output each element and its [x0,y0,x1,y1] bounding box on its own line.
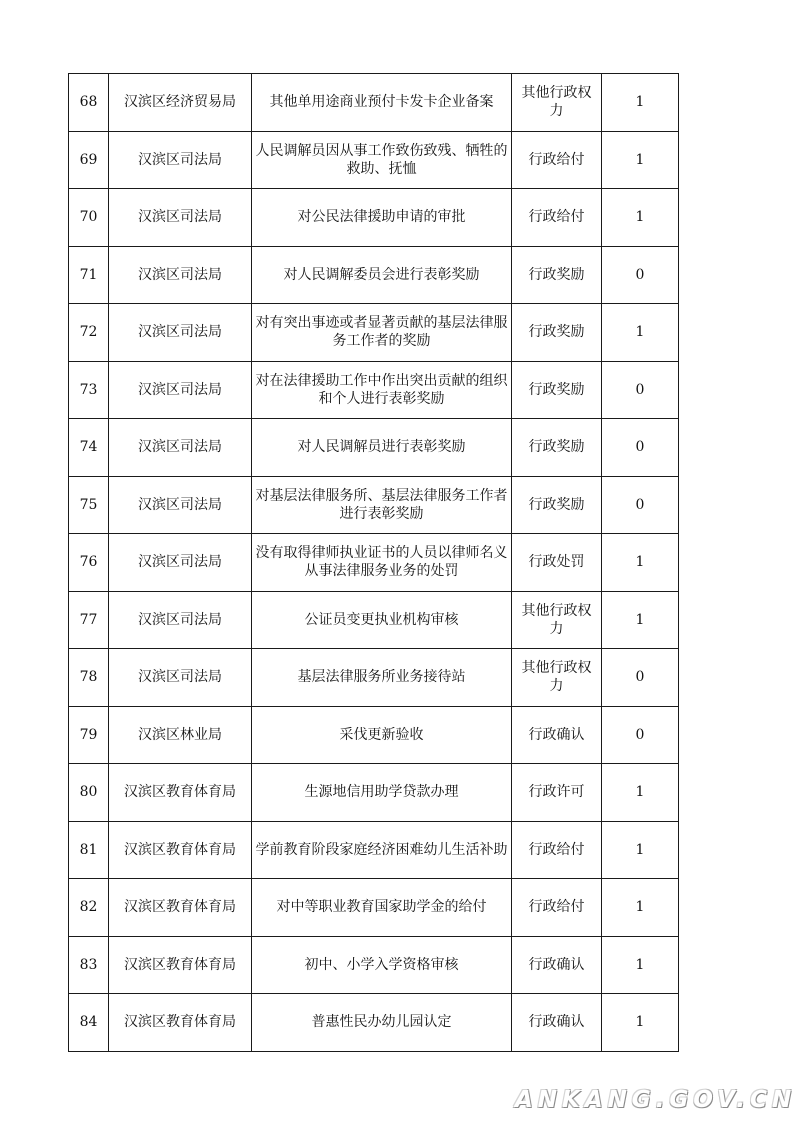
row-number: 78 [69,649,109,707]
count-value: 1 [602,879,679,937]
department: 汉滨区经济贸易局 [109,74,252,132]
table-row [69,821,679,879]
row-number: 71 [69,246,109,304]
table-row [69,994,679,1052]
row-number: 74 [69,419,109,477]
power-type: 行政奖励 [512,476,602,534]
count-value: 0 [602,361,679,419]
department: 汉滨区教育体育局 [109,879,252,937]
row-number: 77 [69,591,109,649]
table-row [69,534,679,592]
department: 汉滨区司法局 [109,476,252,534]
count-value: 0 [602,419,679,477]
power-type: 行政给付 [512,131,602,189]
row-number: 72 [69,304,109,362]
power-item: 没有取得律师执业证书的人员以律师名义从事法律服务业务的处罚 [252,534,512,592]
department: 汉滨区林业局 [109,706,252,764]
table-body [69,74,679,1052]
row-number: 70 [69,189,109,247]
count-value: 1 [602,74,679,132]
power-item: 对人民调解员进行表彰奖励 [252,419,512,477]
department: 汉滨区司法局 [109,419,252,477]
department: 汉滨区司法局 [109,246,252,304]
row-number: 79 [69,706,109,764]
table-row [69,304,679,362]
count-value: 1 [602,764,679,822]
power-type: 行政给付 [512,821,602,879]
count-value: 0 [602,246,679,304]
department: 汉滨区教育体育局 [109,994,252,1052]
count-value: 1 [602,936,679,994]
count-value: 0 [602,706,679,764]
power-type: 其他行政权力 [512,649,602,707]
department: 汉滨区司法局 [109,131,252,189]
department: 汉滨区司法局 [109,304,252,362]
power-item: 对在法律援助工作中作出突出贡献的组织和个人进行表彰奖励 [252,361,512,419]
count-value: 1 [602,304,679,362]
table-row [69,649,679,707]
power-item: 学前教育阶段家庭经济困难幼儿生活补助 [252,821,512,879]
row-number: 81 [69,821,109,879]
power-item: 人民调解员因从事工作致伤致残、牺牲的救助、抚恤 [252,131,512,189]
table-row [69,879,679,937]
power-item: 基层法律服务所业务接待站 [252,649,512,707]
count-value: 1 [602,591,679,649]
power-type: 行政确认 [512,936,602,994]
table-row [69,246,679,304]
row-number: 69 [69,131,109,189]
department: 汉滨区教育体育局 [109,764,252,822]
power-type: 行政处罚 [512,534,602,592]
department: 汉滨区司法局 [109,361,252,419]
power-type: 其他行政权力 [512,74,602,132]
power-item: 公证员变更执业机构审核 [252,591,512,649]
row-number: 80 [69,764,109,822]
power-item: 初中、小学入学资格审核 [252,936,512,994]
table-row [69,764,679,822]
power-item: 采伐更新验收 [252,706,512,764]
power-type: 其他行政权力 [512,591,602,649]
department: 汉滨区教育体育局 [109,936,252,994]
count-value: 1 [602,994,679,1052]
row-number: 68 [69,74,109,132]
count-value: 1 [602,189,679,247]
power-list-table [68,73,679,1052]
department: 汉滨区司法局 [109,189,252,247]
department: 汉滨区教育体育局 [109,821,252,879]
power-type: 行政给付 [512,879,602,937]
power-type: 行政确认 [512,994,602,1052]
power-item: 对基层法律服务所、基层法律服务工作者进行表彰奖励 [252,476,512,534]
row-number: 82 [69,879,109,937]
count-value: 0 [602,476,679,534]
table-row [69,361,679,419]
power-item: 普惠性民办幼儿园认定 [252,994,512,1052]
count-value: 0 [602,649,679,707]
table-row [69,476,679,534]
table-row [69,74,679,132]
power-item: 其他单用途商业预付卡发卡企业备案 [252,74,512,132]
row-number: 84 [69,994,109,1052]
row-number: 76 [69,534,109,592]
department: 汉滨区司法局 [109,649,252,707]
count-value: 1 [602,534,679,592]
row-number: 75 [69,476,109,534]
power-item: 生源地信用助学贷款办理 [252,764,512,822]
count-value: 1 [602,821,679,879]
power-item: 对中等职业教育国家助学金的给付 [252,879,512,937]
department: 汉滨区司法局 [109,534,252,592]
power-type: 行政许可 [512,764,602,822]
power-type: 行政奖励 [512,304,602,362]
power-item: 对公民法律援助申请的审批 [252,189,512,247]
table-row [69,591,679,649]
table-row [69,419,679,477]
power-item: 对有突出事迹或者显著贡献的基层法律服务工作者的奖励 [252,304,512,362]
table-row [69,936,679,994]
table-row [69,189,679,247]
power-item: 对人民调解委员会进行表彰奖励 [252,246,512,304]
table-row [69,131,679,189]
row-number: 83 [69,936,109,994]
department: 汉滨区司法局 [109,591,252,649]
table-row [69,706,679,764]
power-type: 行政奖励 [512,419,602,477]
power-type: 行政给付 [512,189,602,247]
count-value: 1 [602,131,679,189]
power-type: 行政奖励 [512,246,602,304]
power-type: 行政奖励 [512,361,602,419]
row-number: 73 [69,361,109,419]
power-type: 行政确认 [512,706,602,764]
site-watermark: ANKANG.GOV.CN [515,1087,797,1113]
